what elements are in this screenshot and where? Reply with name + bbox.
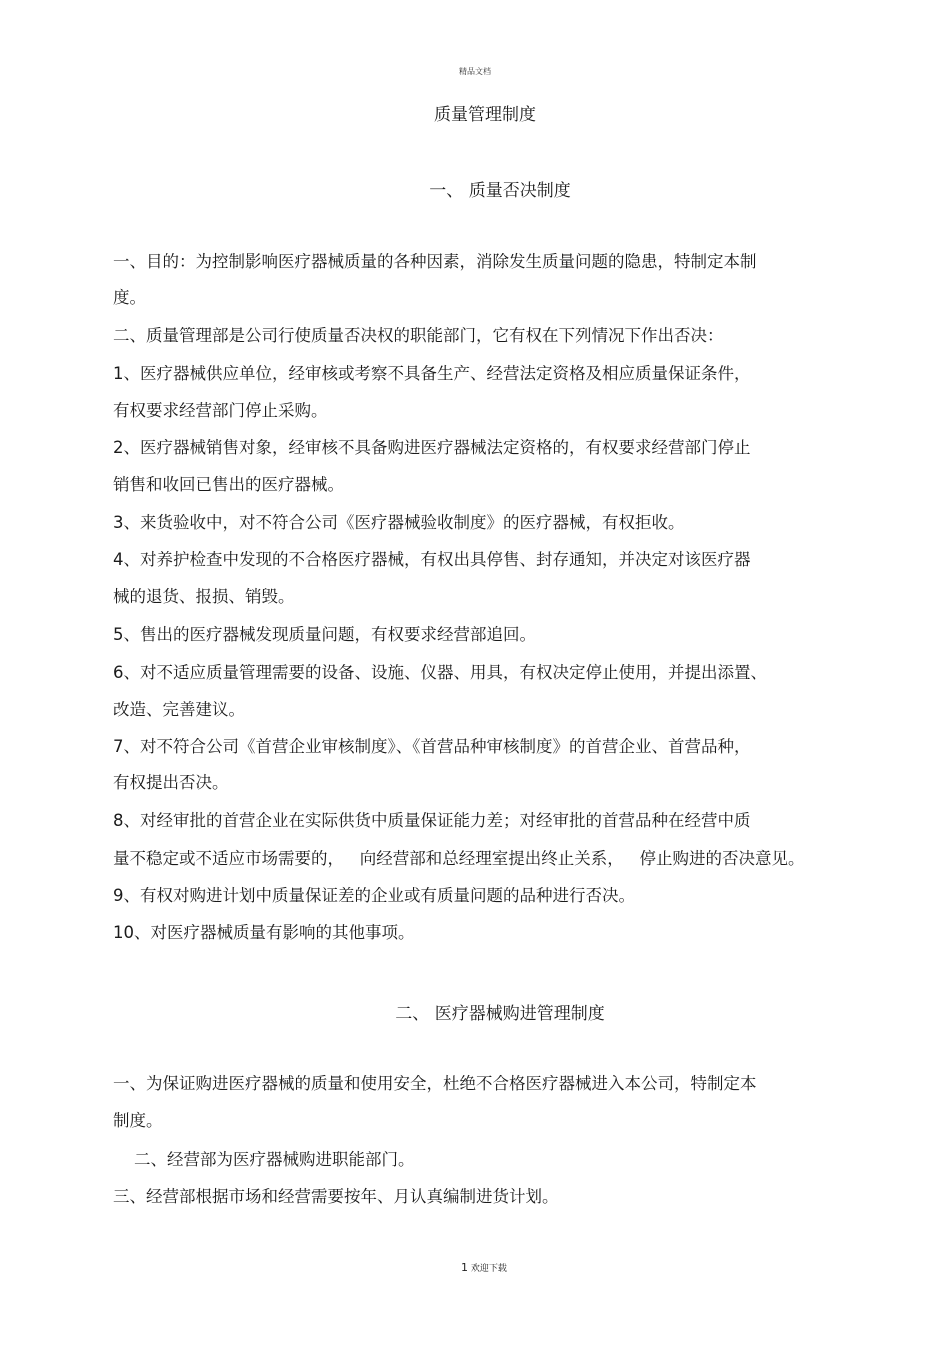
section-1-line: 8、对经审批的首营企业在实际供货中质量保证能力差；对经审批的首营品种在经营中质 xyxy=(113,811,751,830)
section-2-line: 制度。 xyxy=(113,1111,163,1130)
page-footer xyxy=(0,1261,950,1274)
section-1-line: 改造、完善建议。 xyxy=(113,700,245,719)
section-2-line: 三、经营部根据市场和经营需要按年、月认真编制进货计划。 xyxy=(113,1187,559,1206)
section-1-line: 4、对养护检查中发现的不合格医疗器械，有权出具停售、封存通知，并决定对该医疗器 xyxy=(113,550,751,569)
section-1-line: 有权提出否决。 xyxy=(113,773,229,792)
section-1-line: 6、对不适应质量管理需要的设备、设施、仪器、用具，有权决定停止使用，并提出添置、 xyxy=(113,663,767,682)
section-1-line: 二、质量管理部是公司行使质量否决权的职能部门，它有权在下列情况下作出否决： xyxy=(113,326,724,345)
footer-note: 欢迎下载 xyxy=(470,1264,507,1274)
header-watermark: 精品文档 xyxy=(459,67,491,76)
section-1-line: 有权要求经营部门停止采购。 xyxy=(113,401,328,420)
section-1-line: 1、医疗器械供应单位，经审核或考察不具备生产、经营法定资格及相应质量保证条件， xyxy=(113,364,751,383)
section-2-line: 一、为保证购进医疗器械的质量和使用安全，杜绝不合格医疗器械进入本公司，特制定本 xyxy=(113,1074,757,1093)
document-title: 质量管理制度 xyxy=(434,105,536,125)
section-1-line: 2、医疗器械销售对象，经审核不具备购进医疗器械法定资格的，有权要求经营部门停止 xyxy=(113,438,751,457)
section-1-line: 械的退货、报损、销毁。 xyxy=(113,587,295,606)
section-1-line: 9、有权对购进计划中质量保证差的企业或有质量问题的品种进行否决。 xyxy=(113,886,635,905)
section-1-line: 度。 xyxy=(113,288,146,307)
section-1-line: 5、售出的医疗器械发现质量问题，有权要求经营部追回。 xyxy=(113,625,536,644)
section-1-line: 10、对医疗器械质量有影响的其他事项。 xyxy=(113,923,415,942)
section-1-line: 7、对不符合公司《首营企业审核制度》、《首营品种审核制度》的首营企业、首营品种， xyxy=(113,737,751,756)
section-1-line: 一、目的：为控制影响医疗器械质量的各种因素，消除发生质量问题的隐患，特制定本制 xyxy=(113,252,757,271)
section-1-line: 3、来货验收中，对不符合公司《医疗器械验收制度》的医疗器械，有权拒收。 xyxy=(113,513,685,532)
section-1-heading: 一、 质量否决制度 xyxy=(429,181,571,201)
section-2-heading: 二、 医疗器械购进管理制度 xyxy=(395,1004,605,1024)
section-2-line: 二、经营部为医疗器械购进职能部门。 xyxy=(113,1150,415,1169)
section-1-line: 量不稳定或不适应市场需要的， 向经营部和总经理室提出终止关系， 停止购进的否决意见。 xyxy=(113,849,805,868)
section-1-line: 销售和收回已售出的医疗器械。 xyxy=(113,475,344,494)
page-number: 1 xyxy=(461,1261,469,1274)
